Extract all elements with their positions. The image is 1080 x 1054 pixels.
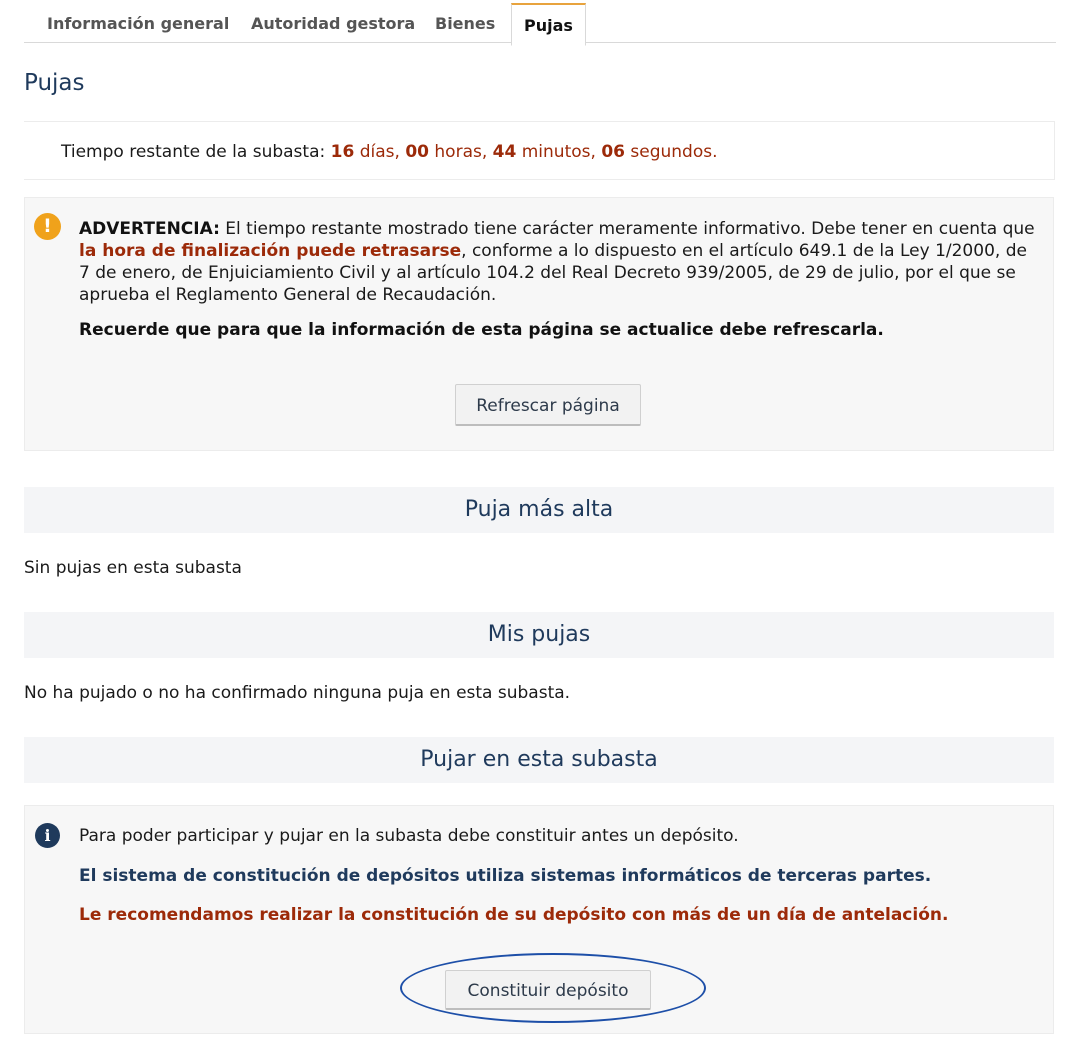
tab-pujas[interactable]: Pujas: [511, 3, 586, 46]
timer-days-unit: días,: [359, 142, 400, 162]
timer-minutes: 44: [492, 142, 517, 162]
deposit-info-line-1: Para poder participar y pujar en la subasta debe constituir antes un depósito.: [79, 826, 739, 846]
tab-autoridad-gestora[interactable]: Autoridad gestora: [251, 14, 416, 33]
timer-hours: 00: [405, 142, 429, 162]
constituir-deposito-button[interactable]: Constituir depósito: [445, 970, 651, 1010]
tab-bienes[interactable]: Bienes: [435, 14, 496, 33]
timer-text: [61, 142, 718, 162]
timer-seconds-unit: segundos.: [630, 142, 718, 162]
timer-box: [24, 121, 1055, 180]
warning-box: [24, 197, 1054, 451]
tab-bar: [24, 0, 1056, 43]
warning-text-1: El tiempo restante mostrado tiene carácter meramente informativo. Debe tener en cuenta que: [225, 219, 1035, 239]
page-title: Pujas: [24, 70, 85, 96]
bid-header: Pujar en esta subasta: [24, 737, 1054, 783]
warning-reminder: Recuerde que para que la información de esta página se actualice debe refrescarla.: [79, 320, 884, 340]
highest-bid-header: Puja más alta: [24, 487, 1054, 533]
warning-text: [79, 218, 1039, 306]
timer-countdown: [331, 142, 718, 162]
timer-hours-unit: horas,: [434, 142, 488, 162]
my-bids-text: No ha pujado o no ha confirmado ninguna puja en esta subasta.: [24, 683, 571, 703]
timer-seconds: 06: [601, 142, 625, 162]
timer-minutes-unit: minutos,: [521, 142, 596, 162]
deposit-info-box: [24, 805, 1054, 1034]
warning-label: ADVERTENCIA:: [79, 219, 220, 239]
timer-days: 16: [330, 142, 355, 162]
exclamation-circle-icon: !: [34, 213, 61, 240]
deposit-info-line-3: Le recomendamos realizar la constitución de su depósito con más de un día de antelación.: [79, 905, 949, 925]
warning-text-2: , conforme a lo dispuesto en el artículo 649.1 de la Ley 1/2000, de 7 de enero, de Enjuiciamiento Civil y al artículo 104.2 del Real Decreto 939/2005, de 29 de julio, por el que se aprueba el Reglamento General de Recaudación.: [79, 241, 1027, 305]
deposit-info-line-2: El sistema de constitución de depósitos utiliza sistemas informáticos de terceras partes.: [79, 866, 932, 886]
my-bids-header: Mis pujas: [24, 612, 1054, 658]
warning-highlight: la hora de finalización puede retrasarse: [79, 241, 462, 261]
refresh-page-button[interactable]: Refrescar página: [455, 384, 641, 426]
tab-informacion-general[interactable]: Información general: [47, 14, 230, 33]
highest-bid-text: Sin pujas en esta subasta: [24, 558, 242, 578]
timer-prefix: Tiempo restante de la subasta:: [61, 142, 326, 162]
info-circle-icon: i: [35, 823, 60, 848]
